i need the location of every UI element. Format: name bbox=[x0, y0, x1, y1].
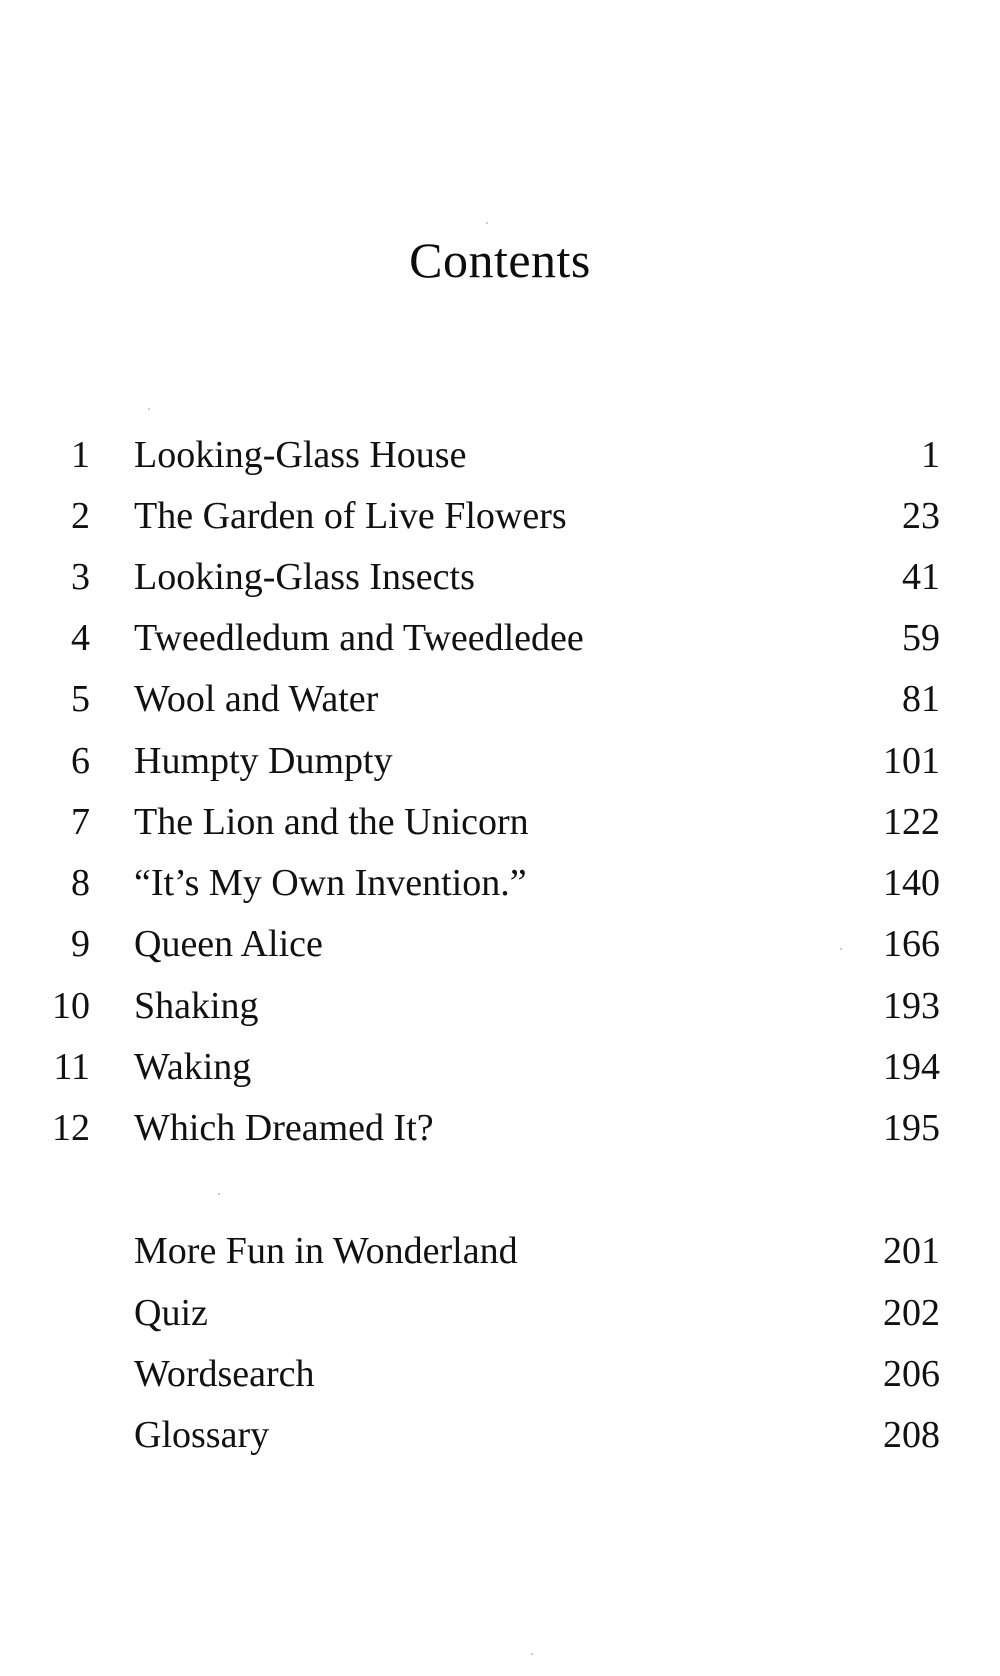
chapter-title: Which Dreamed It? bbox=[134, 1107, 434, 1149]
extra-title: Quiz bbox=[134, 1292, 208, 1334]
chapter-number: 9 bbox=[71, 923, 90, 965]
page-number: 208 bbox=[883, 1414, 940, 1456]
chapter-number: 8 bbox=[71, 862, 90, 904]
toc-entry bbox=[0, 486, 1000, 546]
extra-title: Wordsearch bbox=[134, 1353, 315, 1395]
page-number: 81 bbox=[902, 678, 940, 720]
chapter-number: 2 bbox=[71, 495, 90, 537]
toc-entry bbox=[0, 914, 1000, 974]
toc-extra-entry bbox=[0, 1405, 1000, 1465]
toc-entry bbox=[0, 976, 1000, 1036]
page-number: 59 bbox=[902, 617, 940, 659]
page-number: 193 bbox=[883, 985, 940, 1027]
page-number: 166 bbox=[883, 923, 940, 965]
chapter-title: The Lion and the Unicorn bbox=[134, 801, 529, 843]
chapter-number: 7 bbox=[71, 801, 90, 843]
chapter-number: 5 bbox=[71, 678, 90, 720]
page-number: 195 bbox=[883, 1107, 940, 1149]
scan-speck bbox=[840, 948, 842, 950]
chapter-number: 12 bbox=[52, 1107, 90, 1149]
page-number: 201 bbox=[883, 1230, 940, 1272]
page-number: 1 bbox=[921, 434, 940, 476]
page-number: 206 bbox=[883, 1353, 940, 1395]
toc-entry bbox=[0, 425, 1000, 485]
chapter-title: Tweedledum and Tweedledee bbox=[134, 617, 584, 659]
toc-entry bbox=[0, 608, 1000, 668]
toc-entry bbox=[0, 1098, 1000, 1158]
toc-extra-entry bbox=[0, 1221, 1000, 1281]
toc-entry bbox=[0, 1037, 1000, 1097]
scan-speck bbox=[218, 1193, 220, 1195]
chapter-title: Waking bbox=[134, 1046, 252, 1088]
chapter-number: 1 bbox=[71, 434, 90, 476]
page-number: 41 bbox=[902, 556, 940, 598]
chapter-title: Shaking bbox=[134, 985, 259, 1027]
page-title: Contents bbox=[409, 232, 591, 288]
page-number: 140 bbox=[883, 862, 940, 904]
toc-entry bbox=[0, 669, 1000, 729]
chapter-title: Looking-Glass Insects bbox=[134, 556, 475, 598]
chapter-number: 4 bbox=[71, 617, 90, 659]
scan-speck bbox=[531, 1653, 533, 1655]
page-number: 122 bbox=[883, 801, 940, 843]
chapter-number: 11 bbox=[53, 1046, 90, 1088]
toc-extra-entry bbox=[0, 1283, 1000, 1343]
chapter-title: Looking-Glass House bbox=[134, 434, 467, 476]
toc-entry bbox=[0, 853, 1000, 913]
toc-extra-entry bbox=[0, 1344, 1000, 1404]
scan-speck bbox=[148, 408, 150, 410]
chapter-number: 6 bbox=[71, 740, 90, 782]
page-number: 202 bbox=[883, 1292, 940, 1334]
page-number: 101 bbox=[883, 740, 940, 782]
chapter-title: The Garden of Live Flowers bbox=[134, 495, 567, 537]
toc-entry bbox=[0, 547, 1000, 607]
toc-entry bbox=[0, 792, 1000, 852]
page-number: 194 bbox=[883, 1046, 940, 1088]
toc-entry bbox=[0, 731, 1000, 791]
chapter-title: Queen Alice bbox=[134, 923, 323, 965]
extra-title: Glossary bbox=[134, 1414, 270, 1456]
extra-title: More Fun in Wonderland bbox=[134, 1230, 518, 1272]
chapter-number: 10 bbox=[52, 985, 90, 1027]
chapter-number: 3 bbox=[71, 556, 90, 598]
chapter-title: Humpty Dumpty bbox=[134, 740, 393, 782]
page-number: 23 bbox=[902, 495, 940, 537]
chapter-title: Wool and Water bbox=[134, 678, 379, 720]
chapter-title: “It’s My Own Invention.” bbox=[134, 862, 527, 904]
scan-speck bbox=[486, 222, 488, 224]
